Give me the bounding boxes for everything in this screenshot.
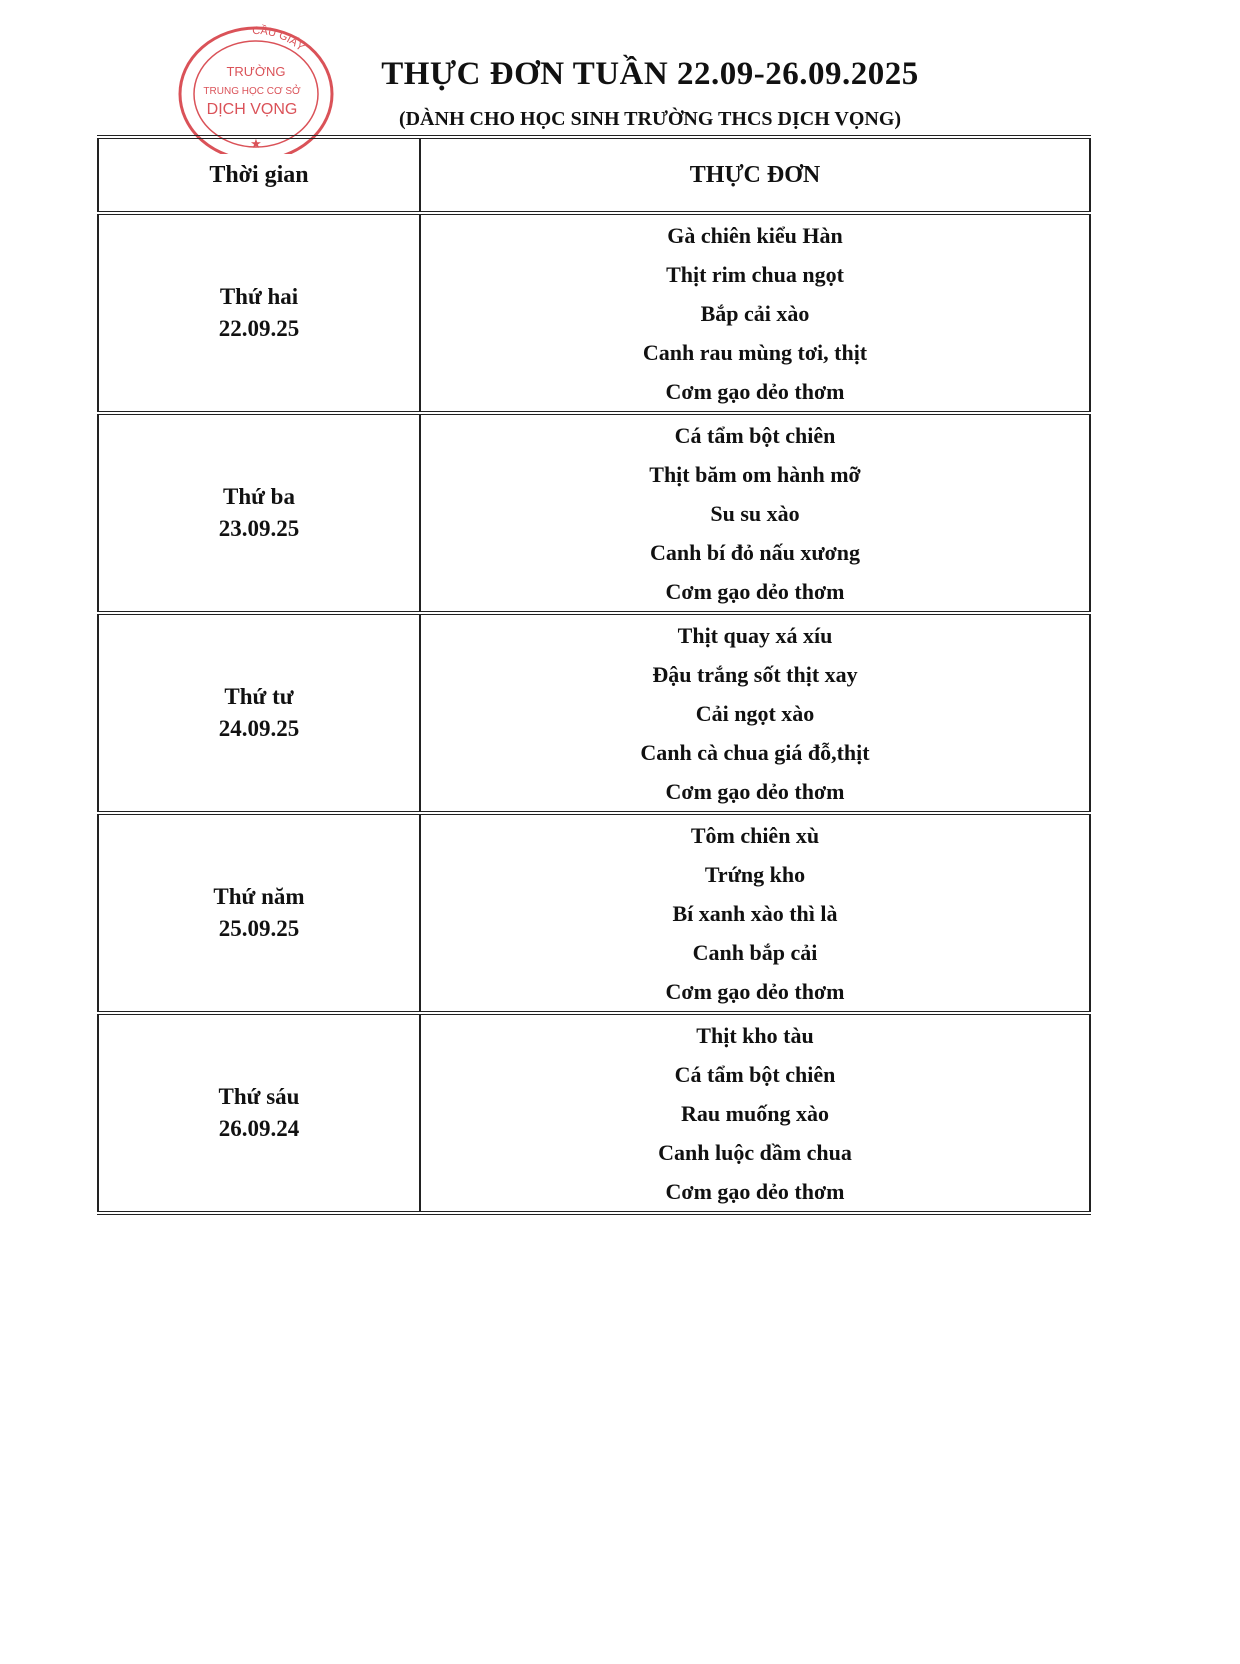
dish-item: Rau muống xào <box>681 1101 829 1126</box>
day-name: Thứ ba <box>223 484 295 509</box>
menu-column-header: THỰC ĐƠN <box>420 137 1090 213</box>
table-row <box>98 213 1090 413</box>
table-row <box>98 413 1090 613</box>
menu-cell <box>420 413 1090 613</box>
dish-item: Su su xào <box>710 501 800 526</box>
dish-item: Canh cà chua giá đỗ,thịt <box>640 740 870 765</box>
dish-item: Bắp cải xào <box>700 301 810 326</box>
day-date: 24.09.25 <box>218 716 300 741</box>
table-row <box>98 613 1090 813</box>
dish-item: Thịt kho tàu <box>696 1023 814 1048</box>
day-name: Thứ tư <box>224 684 294 709</box>
dish-item: Cơm gạo dẻo thơm <box>665 1179 845 1204</box>
day-date: 26.09.24 <box>218 1116 300 1141</box>
dish-item: Cá tẩm bột chiên <box>674 423 836 448</box>
dish-item: Cơm gạo dẻo thơm <box>665 779 845 804</box>
dish-item: Canh luộc dầm chua <box>658 1140 852 1165</box>
day-cell <box>98 1013 420 1213</box>
day-name: Thứ sáu <box>218 1084 300 1109</box>
day-cell <box>98 613 420 813</box>
dish-item: Cá tẩm bột chiên <box>674 1062 836 1087</box>
dish-item: Thịt băm om hành mỡ <box>649 462 861 487</box>
time-column-header: Thời gian <box>98 137 420 213</box>
menu-cell <box>420 813 1090 1013</box>
dish-item: Cơm gạo dẻo thơm <box>665 979 845 1004</box>
dish-item: Canh bắp cải <box>692 940 818 965</box>
table-header-row <box>98 137 1090 213</box>
day-name: Thứ hai <box>219 284 299 309</box>
dish-item: Cải ngọt xào <box>695 701 815 726</box>
page-subtitle: (DÀNH CHO HỌC SINH TRƯỜNG THCS DỊCH VỌNG) <box>398 108 902 130</box>
dish-item: Bí xanh xào thì là <box>672 901 838 926</box>
page-title: THỰC ĐƠN TUẦN 22.09-26.09.2025 <box>381 56 919 92</box>
svg-text:TRƯỜNG: TRƯỜNG <box>226 64 286 79</box>
day-cell <box>98 413 420 613</box>
svg-text:★: ★ <box>250 137 262 152</box>
menu-cell <box>420 1013 1090 1213</box>
day-cell <box>98 213 420 413</box>
dish-item: Cơm gạo dẻo thơm <box>665 579 845 604</box>
dish-item: Cơm gạo dẻo thơm <box>665 379 845 404</box>
weekly-menu-table <box>97 135 1091 1215</box>
day-cell <box>98 813 420 1013</box>
svg-text:DỊCH VỌNG: DỊCH VỌNG <box>206 101 298 118</box>
table-row <box>98 1013 1090 1213</box>
dish-item: Tôm chiên xù <box>690 823 820 848</box>
dish-item: Trứng kho <box>704 862 806 887</box>
day-name: Thứ năm <box>213 884 305 909</box>
dish-item: Đậu trắng sốt thịt xay <box>652 662 858 687</box>
dish-item: Thịt quay xá xíu <box>677 623 833 648</box>
table-row <box>98 813 1090 1013</box>
dish-item: Canh bí đỏ nấu xương <box>649 540 861 565</box>
day-date: 22.09.25 <box>218 316 300 341</box>
menu-cell <box>420 613 1090 813</box>
dish-item: Thịt rim chua ngọt <box>666 262 844 287</box>
menu-cell <box>420 213 1090 413</box>
svg-text:CẦU GIẤY: CẦU GIẤY <box>252 24 307 54</box>
dish-item: Canh rau mùng tơi, thịt <box>642 340 868 365</box>
svg-text:TRUNG HỌC CƠ SỞ: TRUNG HỌC CƠ SỞ <box>203 86 301 97</box>
day-date: 25.09.25 <box>218 916 300 941</box>
day-date: 23.09.25 <box>218 516 300 541</box>
dish-item: Gà chiên kiểu Hàn <box>667 223 843 248</box>
